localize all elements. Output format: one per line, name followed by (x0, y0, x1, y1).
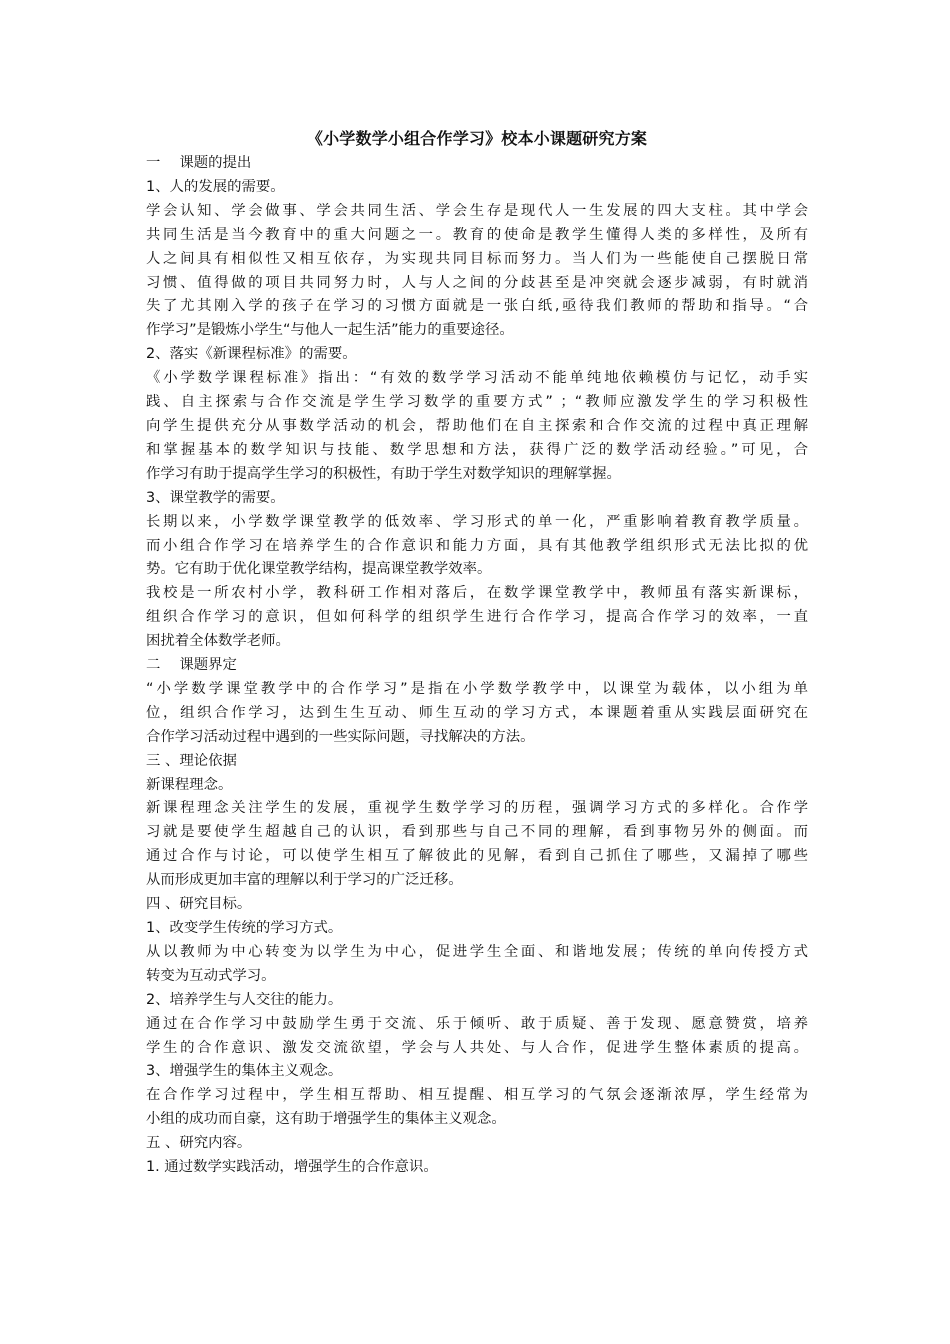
text-line: 作学习”是锻炼小学生“与他人一起生活”能力的重要途径。 (146, 322, 514, 339)
text-line: 学会认知、学会做事、学会共同生活、学会生存是现代人一生发展的四大支柱。其中学会 (146, 202, 808, 219)
text-line: 习就是要使学生超越自己的认识，看到那些与自己不同的理解，看到事物另外的侧面。而 (146, 824, 808, 841)
text-line: 小组的成功而自豪，这有助于增强学生的集体主义观念。 (146, 1111, 506, 1128)
text-line: 习惯、值得做的项目共同努力时，人与人之间的分歧甚至是冲突就会逐步减弱，有时就消 (146, 274, 808, 291)
text-line: 位，组织合作学习，达到生生互动、师生互动的学习方式，本课题着重从实践层面研究在 (146, 704, 808, 721)
text-line: 二 课题界定 (146, 657, 237, 674)
text-line: 1. 通过数学实践活动，增强学生的合作意识。 (146, 1159, 438, 1176)
text-line: 学生的合作意识、激发交流欲望，学会与人共处、与人合作，促进学生整体素质的提高。 (146, 1039, 808, 1056)
text-line: 通过在合作学习中鼓励学生勇于交流、乐于倾听、敢于质疑、善于发现、愿意赞赏，培养 (146, 1015, 808, 1032)
text-line: 作学习有助于提高学生学习的积极性，有助于学生对数学知识的理解掌握。 (146, 465, 621, 482)
text-line: 3、增强学生的集体主义观念。 (146, 1063, 343, 1080)
text-line: 从以教师为中心转变为以学生为中心，促进学生全面、和谐地发展；传统的单向传授方式 (146, 943, 808, 960)
text-line: 通过合作与讨论，可以使学生相互了解彼此的见解，看到自己抓住了哪些，又漏掉了哪些 (146, 848, 808, 865)
text-line: 共同生活是当今教育中的重大问题之一。教育的使命是教学生懂得人类的多样性，及所有 (146, 226, 808, 243)
text-line: 新课程理念关注学生的发展，重视学生数学学习的历程，强调学习方式的多样化。合作学 (146, 800, 808, 817)
text-line: 三 、理论依据 (146, 752, 237, 769)
text-line: 五 、研究内容。 (146, 1135, 252, 1152)
text-line: 《小学数学课程标准》指出：“有效的数学学习活动不能单纯地依赖模仿与记忆，动手实 (146, 370, 808, 387)
text-line: 而小组合作学习在培养学生的合作意识和能力方面，具有其他教学组织形式无法比拟的优 (146, 537, 808, 554)
text-line: 转变为互动式学习。 (146, 967, 276, 984)
text-line: 2、培养学生与人交往的能力。 (146, 991, 343, 1008)
text-line: 3、课堂教学的需要。 (146, 489, 285, 506)
text-line: 合作学习活动过程中遇到的一些实际问题，寻找解决的方法。 (146, 728, 535, 745)
text-line: 1、人的发展的需要。 (146, 178, 285, 195)
text-line: 一 课题的提出 (146, 155, 252, 171)
document-body (146, 126, 808, 1180)
text-line: 我校是一所农村小学，教科研工作相对落后，在数学课堂教学中，教师虽有落实新课标， (146, 585, 808, 602)
text-line: 困扰着全体数学老师。 (146, 633, 290, 650)
text-line: 长期以来，小学数学课堂教学的低效率、学习形式的单一化，严重影响着教育教学质量。 (146, 513, 808, 530)
text-line: 向学生提供充分从事数学活动的机会，帮助他们在自主探索和合作交流的过程中真正理解 (146, 417, 808, 434)
text-line: 在合作学习过程中，学生相互帮助、相互提醒、相互学习的气氛会逐渐浓厚，学生经常为 (146, 1087, 808, 1104)
text-line: “小学数学课堂教学中的合作学习”是指在小学数学教学中，以课堂为载体，以小组为单 (146, 680, 808, 697)
document-text (146, 152, 808, 1180)
text-line: 势。它有助于优化课堂教学结构，提高课堂教学效率。 (146, 561, 492, 578)
text-line: 失了尤其刚入学的孩子在学习的习惯方面就是一张白纸,亟待我们教师的帮助和指导。“合 (146, 298, 808, 315)
text-line: 1、改变学生传统的学习方式。 (146, 920, 343, 936)
text-line: 践、自主探索与合作交流是学生学习数学的重要方式” ；“教师应激发学生的学习积极性 (146, 394, 808, 411)
text-line: 四 、研究目标。 (146, 896, 252, 913)
document-title: 《小学数学小组合作学习》校本小课题研究方案 (306, 129, 648, 148)
text-line: 从而形成更加丰富的理解以利于学习的广泛迁移。 (146, 872, 463, 889)
text-line: 新课程理念。 (146, 776, 233, 793)
text-line: 人之间具有相似性又相互依存，为实现共同目标而努力。当人们为一些能使自己摆脱日常 (146, 250, 808, 267)
text-line: 组织合作学习的意识，但如何科学的组织学生进行合作学习，提高合作学习的效率，一直 (146, 609, 808, 626)
text-line: 2、落实《新课程标准》的需要。 (146, 346, 357, 363)
text-line: 和掌握基本的数学知识与技能、数学思想和方法，获得广泛的数学活动经验。”可见，合 (146, 441, 808, 458)
